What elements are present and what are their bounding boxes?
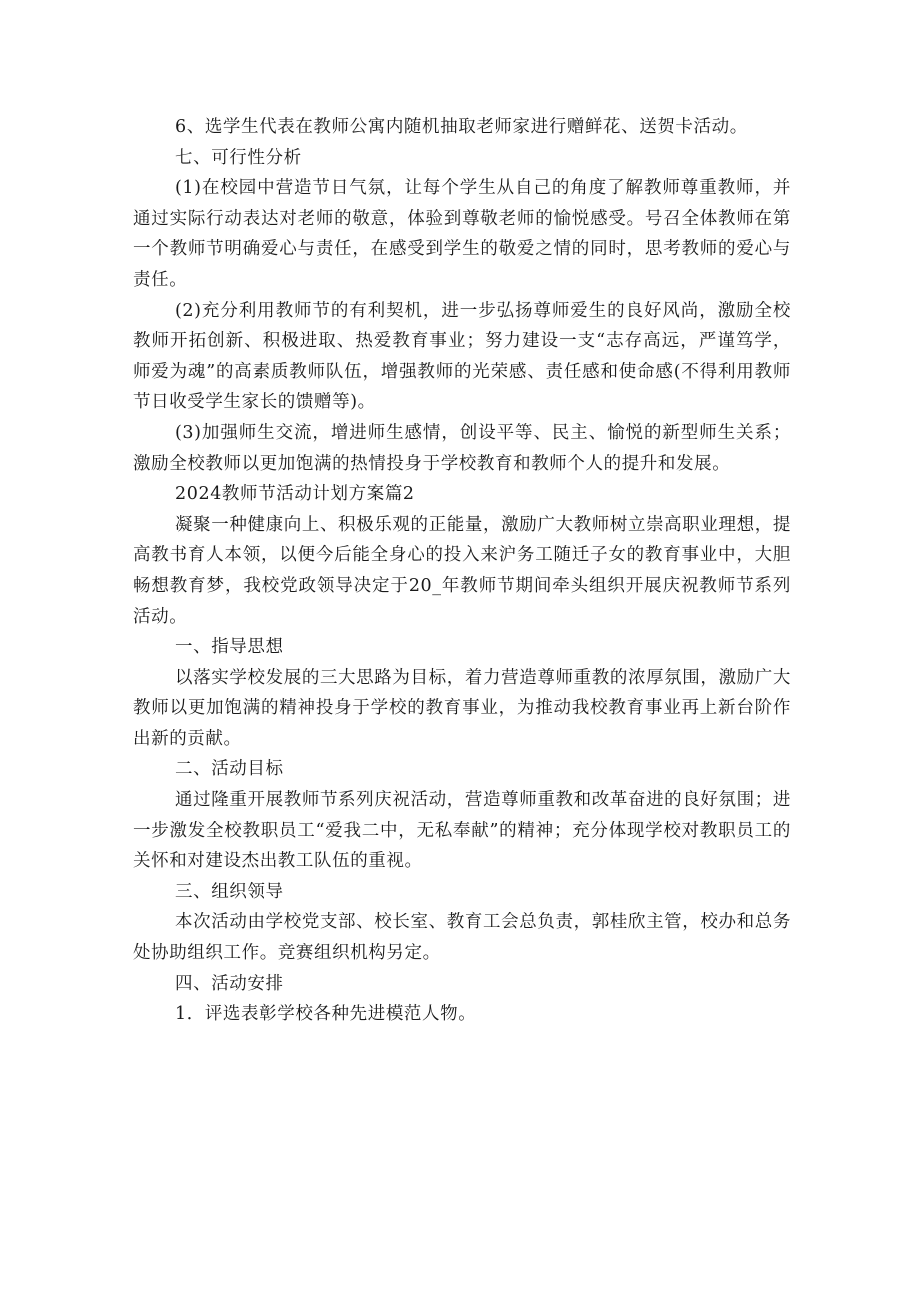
section-heading-feasibility: 七、可行性分析 [175,147,302,168]
guiding-ideology-paragraph: 以落实学校发展的三大思路为目标，着力营造尊师重教的浓厚氛围，激励广大教师以更加饱满的精神投身于学校的教育事业，为推动我校教育事业再上新台阶作出新的贡献。 [133,667,791,749]
section-heading-activity-goals: 二、活动目标 [175,759,284,780]
section-heading-guiding-ideology: 一、指导思想 [175,637,284,658]
section-heading-activity-arrangement: 四、活动安排 [175,973,284,994]
intro-paragraph: 凝聚一种健康向上、积极乐观的正能量，激励广大教师树立崇高职业理想，提高教书育人本领，以便今后能全身心的投入来沪务工随迁子女的教育事业中，大胆畅想教育梦，我校党政领导决定于20_年教师节期间牵头组织开展庆祝教师节系列活动。 [133,514,791,627]
section-heading-organization: 三、组织领导 [175,881,284,902]
activity-goals-paragraph: 通过隆重开展教师节系列庆祝活动，营造尊师重教和改革奋进的良好氛围；进一步激发全校教职员工“爱我二中，无私奉献”的精神；充分体现学校对教职员工的关怀和对建设杰出教工队伍的重视。 [133,790,791,872]
feasibility-point-2: (2)充分利用教师节的有利契机，进一步弘扬尊师爱生的良好风尚，激励全校教师开拓创新、积极进取、热爱教育事业；努力建设一支“志存高远，严谨笃学，师爱为魂”的高素质教师队伍，增强教师的光荣感、责任感和使命感(不得利用教师节日收受学生家长的馈赠等)。 [133,300,791,413]
article-title: 2024教师节活动计划方案篇2 [175,484,415,505]
list-item-6: 6、选学生代表在教师公寓内随机抽取老师家进行赠鲜花、送贺卡活动。 [175,117,748,137]
document-page [133,112,791,1030]
organization-paragraph: 本次活动由学校党支部、校长室、教育工会总负责，郭桂欣主管，校办和总务处协助组织工作。竞赛组织机构另定。 [133,912,791,964]
feasibility-point-3: (3)加强师生交流，增进师生感情，创设平等、民主、愉悦的新型师生关系；激励全校教师以更加饱满的热情投身于学校教育和教师个人的提升和发展。 [133,422,791,474]
arrangement-item-1: 1．评选表彰学校各种先进模范人物。 [175,1004,477,1025]
feasibility-point-1: (1)在校园中营造节日气氛，让每个学生从自己的角度了解教师尊重教师，并通过实际行动表达对老师的敬意，体验到尊敬老师的愉悦感受。号召全体教师在第一个教师节明确爱心与责任，在感受到学生的敬爱之情的同时，思考教师的爱心与责任。 [133,178,791,290]
